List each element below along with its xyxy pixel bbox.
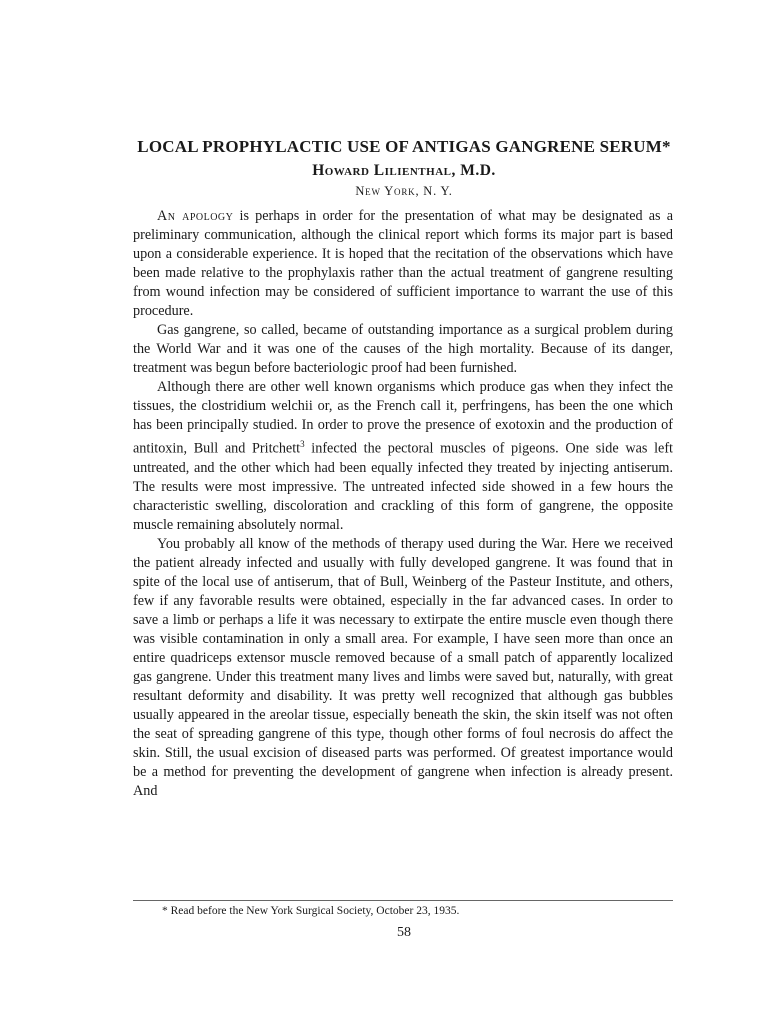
article-author: Howard Lilienthal, M.D.: [312, 162, 496, 179]
page-number: 58: [397, 925, 411, 940]
article-title: LOCAL PROPHYLACTIC USE OF ANTIGAS GANGRENE SERUM*: [137, 137, 671, 156]
paragraph-lead: An apology: [157, 208, 234, 224]
footnote-divider: [133, 900, 673, 901]
author-location: New York, N. Y.: [355, 184, 453, 198]
reference-superscript: 3: [300, 439, 305, 449]
article-body: [133, 207, 673, 801]
paragraph-4: You probably all know of the methods of therapy used during the War. Here we received the patient already infected and usually with fully developed gangrene. It was found that in spite of the local use of antiserum, that of Bull, Weinberg of the Pasteur Institute, and others, few if any favorable results were obtained, especially in the far advanced cases. In order to save a limb or perhaps a life it was necessary to extirpate the entire muscle even though there was visible contamination in only a small area. For example, I have seen more than once an entire quadriceps extensor muscle removed because of a small patch of apparently localized gas gangrene. Under this treatment many lives and limbs were saved but, naturally, with great resultant deformity and disability. It was pretty well recognized that although gas bubbles usually appeared in the areolar tissue, especially beneath the skin, the skin itself was not often the seat of spreading gangrene of this type, though other forms of foul necrosis do affect the skin. Still, the usual excision of diseased parts was performed. Of greatest importance would be a method for preventing the development of gangrene when infection is already present. And: [133, 535, 673, 799]
paragraph-2: Gas gangrene, so called, became of outstanding importance as a surgical problem during the World War and it was one of the causes of the high mortality. Because of its danger, treatment was begun before bacteriologic proof had been furnished.: [133, 322, 673, 376]
paragraph-text: Although there are other well known organisms which produce gas when they infect the tissues, the clostridium welchii or, as the French call it, perfringens, has been the one which has been principally studied. In order to prove the presence of exotoxin and the production of antitoxin, Bull and Pritchett: [133, 379, 673, 457]
paragraph-1: [133, 207, 673, 321]
paragraph-3: [133, 378, 673, 535]
footnote: * Read before the New York Surgical Society, October 23, 1935.: [162, 905, 460, 917]
paragraph-text: is perhaps in order for the presentation of what may be designated as a preliminary communication, although the clinical report which forms its major part is based upon a considerable experience. It is hoped that the recitation of the observations which have been made relative to the prophylaxis rather than the actual treatment of gangrene resulting from wound infection may be considered of sufficient importance to warrant the use of this procedure.: [133, 208, 673, 319]
paragraph-text: infected the pectoral muscles of pigeons. One side was left untreated, and the other which had been equally infected they treated by injecting antiserum. The results were most impressive. The untreated infected side showed in a few hours the characteristic swelling, discoloration and crackling of this form of gangrene, the opposite muscle remaining absolutely normal.: [133, 440, 673, 533]
